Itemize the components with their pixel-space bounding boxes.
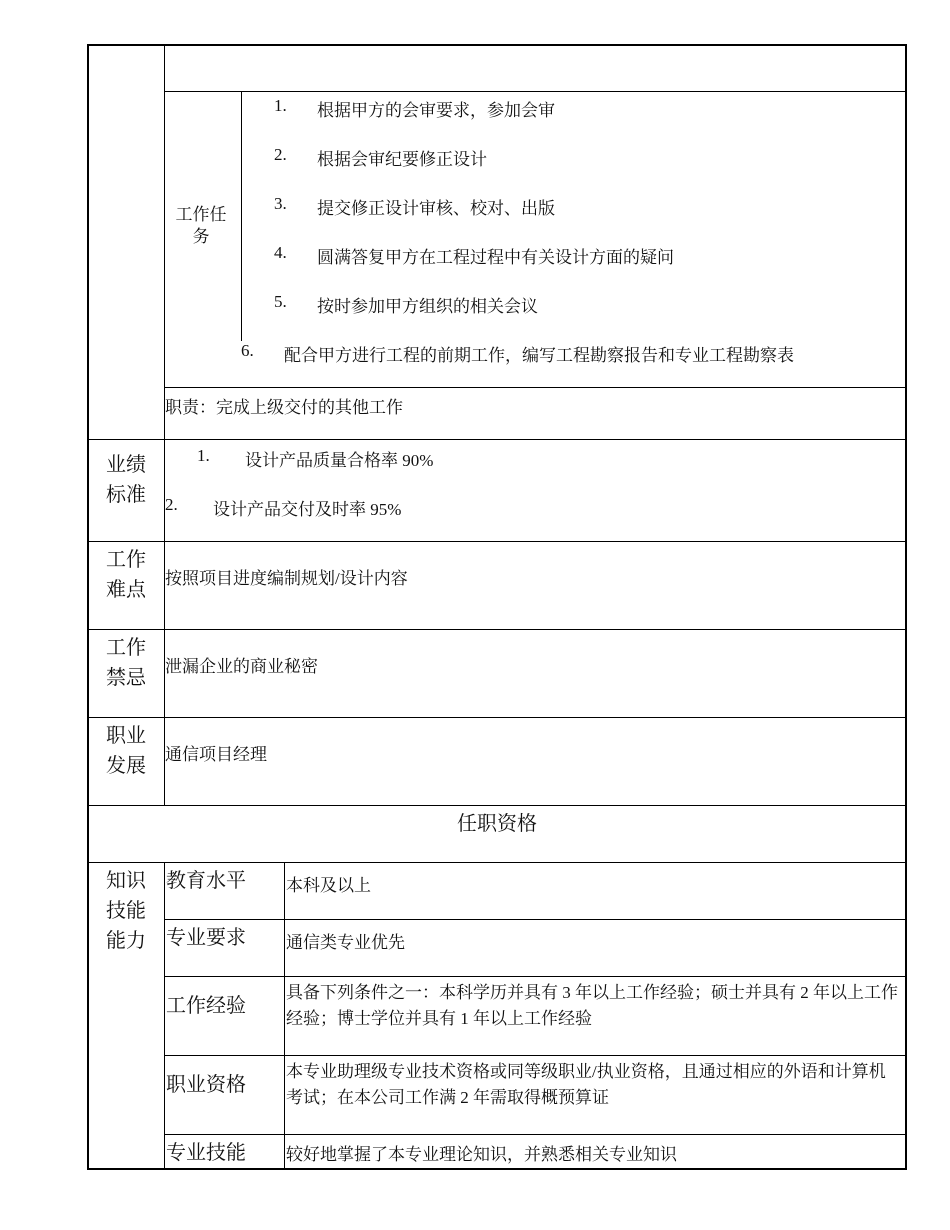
career-value: 通信项目经理 [165, 745, 267, 764]
difficulty-label: 工作难点 [106, 549, 146, 601]
difficulty-value: 按照项目进度编制规划/设计内容 [165, 569, 408, 588]
task-num: 1. [274, 96, 287, 115]
qual-value: 本科及以上 [286, 876, 371, 895]
row-line-tasks-top [164, 91, 906, 92]
career-label: 职业发展 [106, 725, 146, 777]
table-left-border [87, 44, 89, 1170]
qual-label: 职业资格 [166, 1074, 246, 1096]
row-line-qual-2 [164, 976, 906, 977]
task-label: 工作任务 [175, 205, 227, 246]
task-num: 2. [274, 145, 287, 164]
col-divider-qual [284, 862, 285, 1170]
row-line-career [87, 717, 907, 718]
row-line-difficulty [87, 541, 907, 542]
row-line-performance [87, 439, 907, 440]
row-line-qual-3 [164, 1055, 906, 1056]
qual-value: 通信类专业优先 [286, 933, 405, 952]
table-right-border [905, 44, 907, 1170]
task-num: 5. [274, 292, 287, 311]
task-text: 提交修正设计审核、校对、出版 [317, 199, 555, 218]
table-bottom-border [87, 1168, 907, 1170]
row-line-qual-1 [164, 919, 906, 920]
performance-label: 业绩标准 [106, 454, 146, 506]
row-line-qual-title [87, 805, 907, 806]
taboo-label: 工作禁忌 [106, 637, 146, 689]
qualifications-group-label: 知识技能能力 [106, 870, 146, 952]
task-text: 根据甲方的会审要求，参加会审 [317, 101, 555, 120]
row-line-tasks-bottom [164, 387, 906, 388]
task-num: 3. [274, 194, 287, 213]
row-line-qual-4 [164, 1134, 906, 1135]
performance-num: 2. [165, 495, 178, 514]
task-text: 根据会审纪要修正设计 [317, 150, 487, 169]
qualifications-title: 任职资格 [457, 813, 537, 835]
task-num: 4. [274, 243, 287, 262]
qual-value: 具备下列条件之一：本科学历并具有 3 年以上工作经验；硕士并具有 2 年以上工作经验；博士学位并具有 1 年以上工作经验 [286, 983, 898, 1028]
row-line-taboo [87, 629, 907, 630]
task-text: 配合甲方进行工程的前期工作，编写工程勘察报告和专业工程勘察表 [284, 346, 794, 365]
performance-text: 设计产品质量合格率 90% [245, 451, 434, 470]
qual-label: 教育水平 [166, 870, 246, 892]
qual-label: 专业要求 [166, 927, 246, 949]
qual-label: 工作经验 [166, 995, 246, 1017]
col-divider-1b [164, 863, 165, 1170]
task-text: 按时参加甲方组织的相关会议 [317, 297, 538, 316]
performance-num: 1. [197, 446, 210, 465]
task-num: 6. [241, 341, 254, 360]
qual-value: 本专业助理级专业技术资格或同等级职业/执业资格，且通过相应的外语和计算机考试；在本公司工作满 2 年需取得概预算证 [286, 1062, 886, 1107]
task-text: 圆满答复甲方在工程过程中有关设计方面的疑问 [317, 248, 674, 267]
qual-value: 较好地掌握了本专业理论知识，并熟悉相关专业知识 [286, 1145, 677, 1164]
qual-label: 专业技能 [166, 1142, 246, 1164]
row-line-qual-start [87, 862, 907, 863]
col-divider-1 [164, 44, 165, 806]
col-divider-tasks [241, 91, 242, 341]
other-duties: 职责：完成上级交付的其他工作 [165, 398, 403, 417]
table-top-border [87, 44, 907, 46]
performance-text: 设计产品交付及时率 95% [213, 500, 402, 519]
taboo-value: 泄漏企业的商业秘密 [165, 657, 318, 676]
